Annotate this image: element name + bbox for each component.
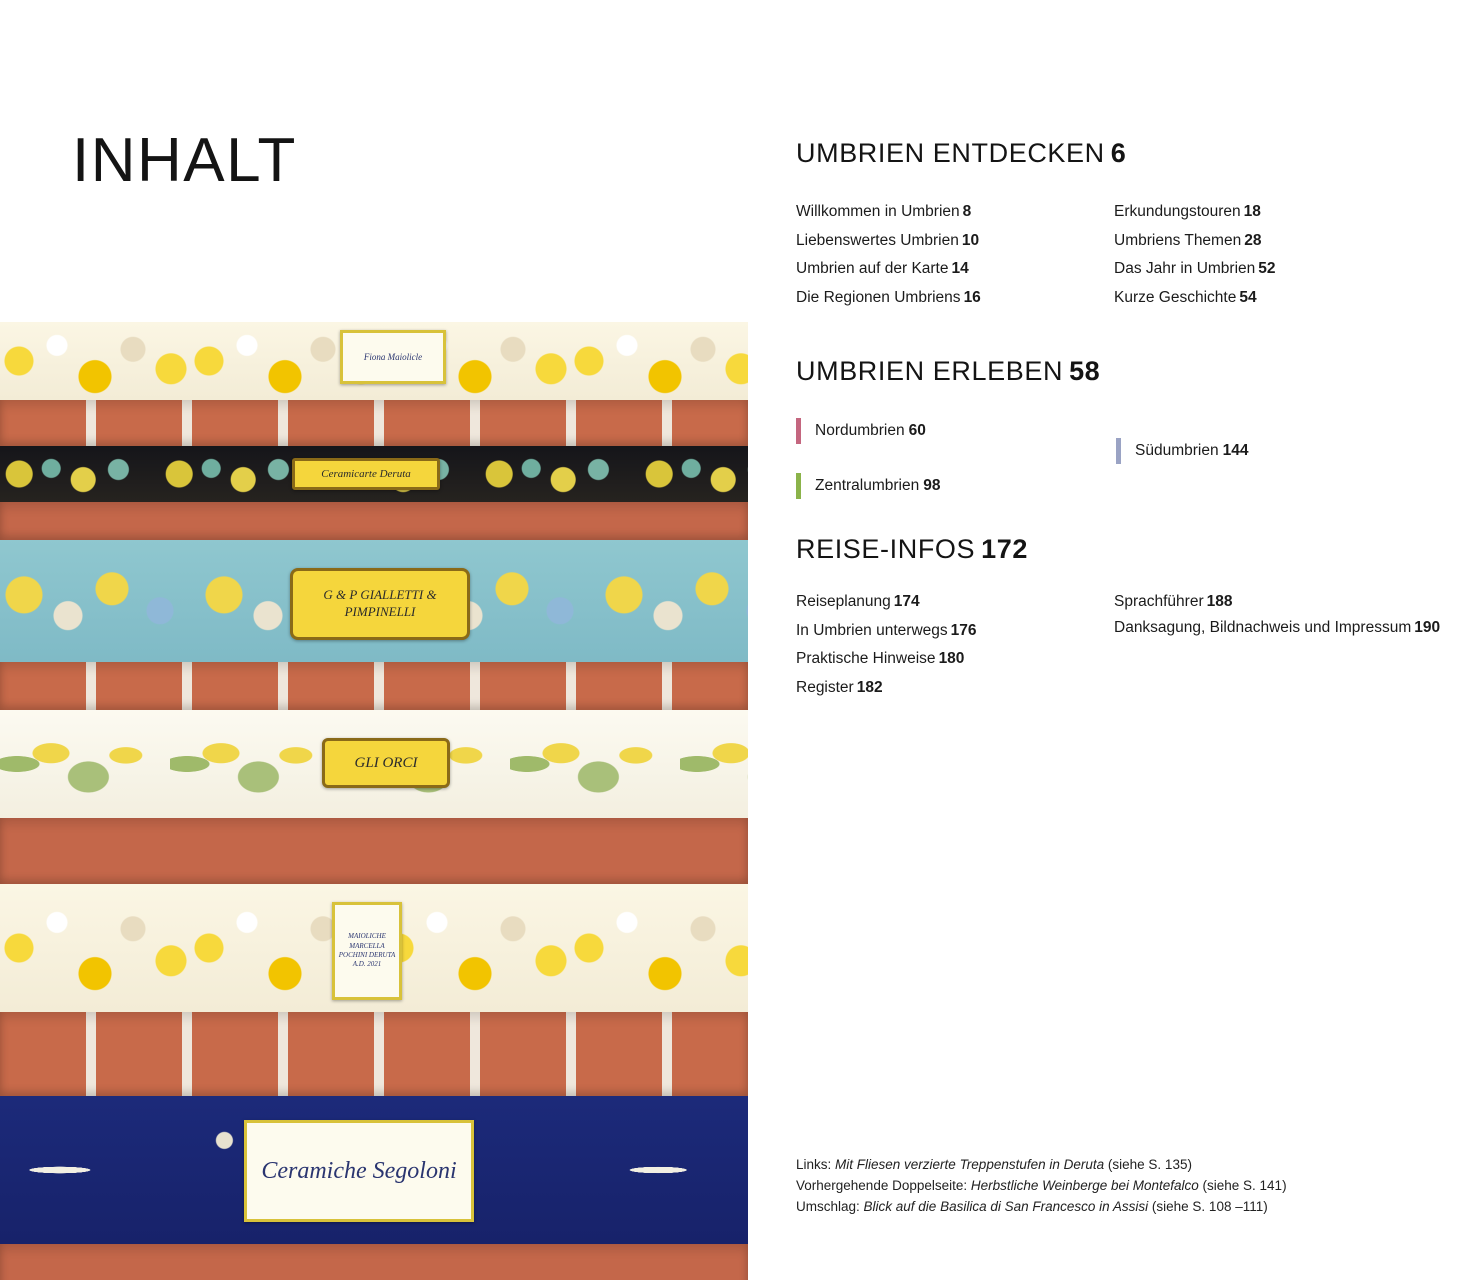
section-heading-erleben xyxy=(796,356,1100,387)
toc-column-entdecken-left xyxy=(796,198,981,312)
toc-entry-label: Reiseplanung xyxy=(796,593,891,610)
toc-entry-label: Liebenswertes Umbrien xyxy=(796,231,959,249)
toc-entry[interactable] xyxy=(1114,227,1276,256)
toc-entry-label: Praktische Hinweise xyxy=(796,650,936,667)
credit-line xyxy=(796,1176,1356,1197)
toc-entry-page: 8 xyxy=(962,203,972,220)
section-page: 172 xyxy=(981,534,1028,564)
brick-riser-1 xyxy=(0,400,748,446)
toc-entry[interactable] xyxy=(1114,284,1276,313)
toc-entry[interactable] xyxy=(796,617,977,646)
tile-band-dark xyxy=(0,446,748,502)
toc-entry-label: Umbriens Themen xyxy=(1114,231,1242,249)
brick-riser-6 xyxy=(0,1244,748,1280)
tile-plaque-1: Fiona Maiolicle xyxy=(340,330,446,384)
toc-entry[interactable] xyxy=(796,645,977,674)
brick-riser-2 xyxy=(0,502,748,540)
section-page: 58 xyxy=(1069,356,1101,386)
tile-band-yellow xyxy=(0,322,748,400)
toc-entry-page: 54 xyxy=(1239,288,1257,306)
toc-entry-page: 10 xyxy=(961,231,980,249)
credit-prefix: Links: xyxy=(796,1157,836,1172)
toc-entry-label: Umbrien auf der Karte xyxy=(796,260,949,277)
region-item-zentralumbrien[interactable] xyxy=(796,473,941,499)
region-color-bar xyxy=(796,473,801,499)
image-credits xyxy=(796,1155,1356,1218)
credit-line xyxy=(796,1155,1356,1176)
section-heading-entdecken xyxy=(796,138,1126,169)
toc-entry-label: Kurze Geschichte xyxy=(1114,288,1237,306)
toc-entry-page: 28 xyxy=(1244,231,1262,249)
region-item-suedumbrien[interactable] xyxy=(1116,438,1248,464)
toc-entry-page: 18 xyxy=(1243,203,1261,220)
toc-entry-label: Sprachführer xyxy=(1114,593,1204,610)
toc-entry[interactable] xyxy=(1114,588,1384,617)
toc-entry-page: 190 xyxy=(1414,618,1441,636)
toc-entry-label: Die Regionen Umbriens xyxy=(796,288,961,306)
toc-entry-page: 174 xyxy=(893,593,920,610)
tile-band-blue xyxy=(0,540,748,662)
tile-plaque-4: GLI ORCI xyxy=(322,738,450,788)
toc-entry-page: 14 xyxy=(951,260,969,277)
region-label: Südumbrien xyxy=(1135,442,1219,459)
region-label: Zentralumbrien xyxy=(815,477,920,494)
toc-entry[interactable] xyxy=(796,674,977,703)
toc-entry-label: Willkommen in Umbrien xyxy=(796,203,960,220)
region-page: 60 xyxy=(908,422,926,439)
credit-title: Blick auf die Basilica di San Francesco in Assisi xyxy=(863,1198,1149,1214)
tile-band-green xyxy=(0,710,748,818)
region-page: 144 xyxy=(1222,442,1249,459)
tile-plaque-6: Ceramiche Segoloni xyxy=(244,1120,474,1222)
toc-entry-label: Danksagung, Bildnachweis und Impressum xyxy=(1114,618,1412,636)
credit-suffix: (siehe S. 108 –111) xyxy=(1148,1198,1268,1214)
toc-entry-label: Erkundungstouren xyxy=(1114,203,1241,220)
toc-entry[interactable] xyxy=(796,255,981,284)
toc-entry-page: 182 xyxy=(856,678,883,696)
credit-title: Herbstliche Weinberge bei Montefalco xyxy=(970,1177,1199,1193)
tile-band-navy xyxy=(0,1096,748,1244)
toc-entry[interactable] xyxy=(796,198,981,227)
toc-entry-page: 180 xyxy=(938,650,965,667)
credit-suffix: (siehe S. 135) xyxy=(1104,1157,1192,1172)
tile-band-dragons xyxy=(0,884,748,1012)
credit-line xyxy=(796,1197,1356,1218)
credit-prefix: Umschlag: xyxy=(796,1198,864,1214)
brick-riser-5 xyxy=(0,1012,748,1096)
toc-entry[interactable] xyxy=(1114,617,1441,638)
toc-entry-label: In Umbrien unterwegs xyxy=(796,621,948,639)
toc-entry-page: 176 xyxy=(950,621,977,639)
tile-plaque-3: G & P GIALLETTI & PIMPINELLI xyxy=(290,568,470,640)
credit-prefix: Vorhergehende Doppelseite: xyxy=(796,1177,971,1193)
toc-column-reiseinfos-left xyxy=(796,588,977,702)
toc-entry[interactable] xyxy=(1114,198,1276,227)
decorative-photo-tiled-steps xyxy=(0,322,748,1280)
brick-riser-4 xyxy=(0,818,748,884)
tile-plaque-2: Ceramicarte Deruta xyxy=(292,458,440,490)
section-heading-reiseinfos xyxy=(796,534,1028,565)
toc-entry[interactable] xyxy=(796,227,981,256)
region-item-nordumbrien[interactable] xyxy=(796,418,926,444)
region-color-bar xyxy=(796,418,801,444)
section-title: REISE-INFOS xyxy=(796,534,976,564)
toc-column-entdecken-right xyxy=(1114,198,1276,312)
toc-entry-page: 188 xyxy=(1206,593,1233,610)
toc-entry[interactable] xyxy=(796,284,981,313)
section-page: 6 xyxy=(1110,138,1127,168)
right-page xyxy=(748,0,1475,1280)
brick-riser-3 xyxy=(0,662,748,710)
region-label: Nordumbrien xyxy=(815,422,905,439)
section-title: UMBRIEN ENTDECKEN xyxy=(796,138,1105,168)
toc-entry[interactable] xyxy=(796,588,977,617)
region-color-bar xyxy=(1116,438,1121,464)
page-title: INHALT xyxy=(72,126,297,195)
toc-entry-page: 16 xyxy=(963,288,981,306)
region-page: 98 xyxy=(923,477,941,494)
section-title: UMBRIEN ERLEBEN xyxy=(796,356,1064,386)
credit-title: Mit Fliesen verzierte Treppenstufen in Deruta xyxy=(835,1157,1105,1172)
tile-plaque-5: MAIOLICHE MARCELLA POCHINI DERUTA A.D. 2021 xyxy=(332,902,402,1000)
credit-suffix: (siehe S. 141) xyxy=(1198,1177,1287,1193)
toc-entry[interactable] xyxy=(1114,255,1276,284)
toc-entry-label: Register xyxy=(796,678,854,696)
toc-entry-page: 52 xyxy=(1258,260,1276,277)
toc-entry-label: Das Jahr in Umbrien xyxy=(1114,260,1256,277)
toc-column-reiseinfos-right xyxy=(1114,588,1441,638)
